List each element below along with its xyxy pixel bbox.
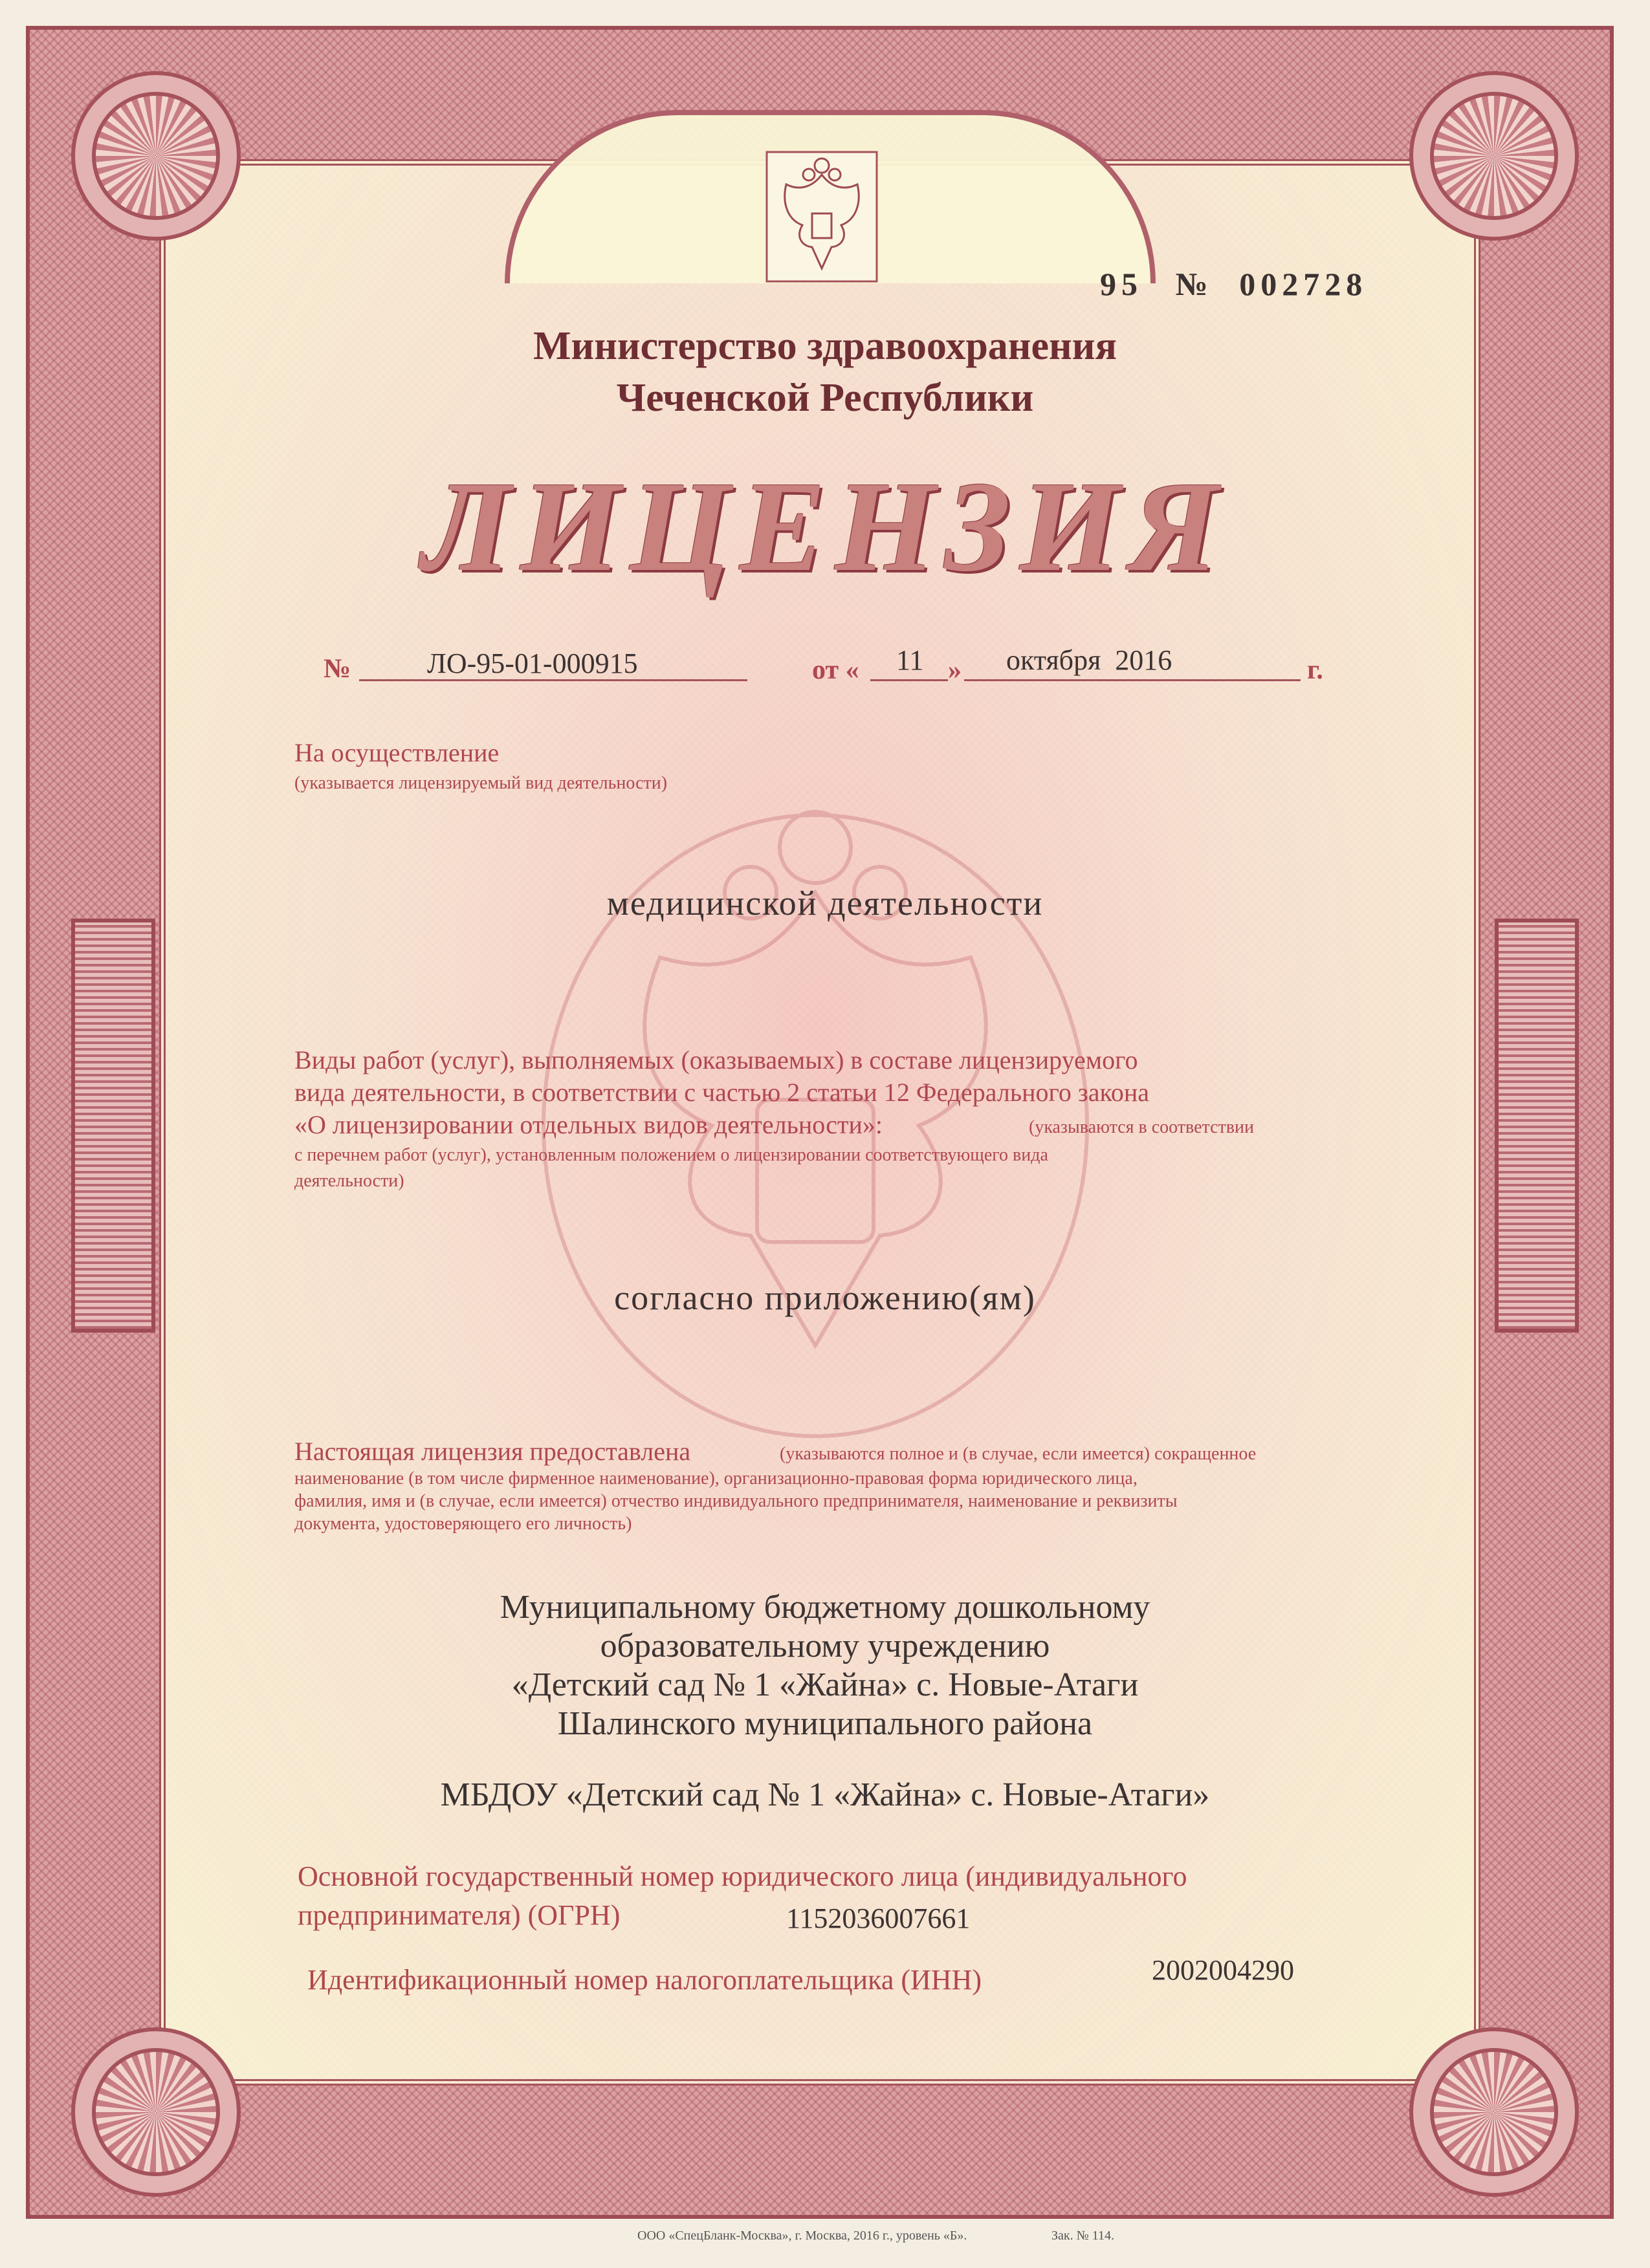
inn-value: 2002004290 [1152,1954,1294,1986]
works-text-line-1: Виды работ (услуг), выполняемых (оказываемых) в составе лицензируемого [294,1045,1138,1074]
date-month-line [964,679,1301,681]
grant-hint-line-3: фамилия, имя и (в случае, если имеется) отчество индивидуального предпринимателя, наименование и реквизиты [294,1491,1178,1511]
ministry-line-1: Министерство здравоохранения [533,324,1117,368]
works-value: согласно приложению(ям) [614,1278,1036,1317]
document-title: ЛИЦЕНЗИЯ [422,455,1228,598]
date-mid: » [948,655,962,685]
ogrn-label-line-2: предпринимателя) (ОГРН) [298,1899,621,1931]
date-prefix: от « [812,655,859,685]
date-day: 11 [896,644,924,676]
activity-hint: (указывается лицензируемый вид деятельности) [294,773,668,793]
ministry-line-2: Чеченской Республики [616,376,1034,420]
side-ornament-right [1495,919,1579,1333]
series-code: 95 [1100,266,1143,302]
date-month-year: октября 2016 [1006,644,1172,676]
serial-number [1100,265,1367,303]
organization-line-2: образовательному учреждению [600,1628,1050,1664]
organization-short-name: МБДОУ «Детский сад № 1 «Жайна» с. Новые-Атаги» [440,1776,1210,1813]
date-suffix: г. [1307,655,1323,685]
works-hint-line-3: деятельности) [294,1171,404,1191]
grant-hint-line-1: (указываются полное и (в случае, если имеется) сокращенное [780,1444,1257,1464]
ogrn-label-line-1: Основной государственный номер юридического лица (индивидуального [298,1860,1187,1892]
organization-line-4: Шалинского муниципального района [557,1705,1093,1742]
works-hint-line-1: (указываются в соответствии [1029,1117,1254,1137]
corner-rosette-top-left [71,71,241,241]
ogrn-value: 1152036007661 [786,1903,971,1934]
number-sign: № [1175,266,1213,302]
corner-rosette-bottom-left [71,2027,241,2197]
corner-rosette-bottom-right [1409,2027,1579,2197]
organization-line-3: «Детский сад № 1 «Жайна» с. Новые-Атаги [511,1666,1139,1703]
serial-number-value: 002728 [1239,266,1368,302]
works-text-line-2: вида деятельности, в соответствии с частью 2 статьи 12 Федерального закона [294,1078,1150,1107]
works-text-line-3: «О лицензировании отдельных видов деятельности»: [294,1110,883,1139]
grant-hint-line-2: наименование (в том числе фирменное наименование), организационно-правовая форма юридического лица, [294,1468,1138,1488]
printer-info: ООО «СпецБланк-Москва», г. Москва, 2016 г., уровень «Б». [637,2229,967,2243]
activity-label: На осуществление [294,738,500,767]
organization-line-1: Муниципальному бюджетному дошкольному [500,1589,1150,1626]
russian-coat-of-arms-icon [764,149,880,285]
date-day-line [870,679,948,681]
license-number-value: ЛО-95-01-000915 [427,648,638,679]
order-number: Зак. № 114. [1051,2229,1114,2243]
activity-value: медицинской деятельности [606,884,1044,922]
grant-hint-line-4: документа, удостоверяющего его личность) [294,1514,632,1534]
works-hint-line-2: с перечнем работ (услуг), установленным положением о лицензировании соответствующего вида [294,1145,1048,1165]
license-number-label: № [324,654,351,684]
side-ornament-left [71,919,155,1333]
inn-label: Идентификационный номер налогоплательщика (ИНН) [307,1964,982,1996]
grant-label: Настоящая лицензия предоставлена [294,1437,691,1466]
corner-rosette-top-right [1409,71,1579,241]
